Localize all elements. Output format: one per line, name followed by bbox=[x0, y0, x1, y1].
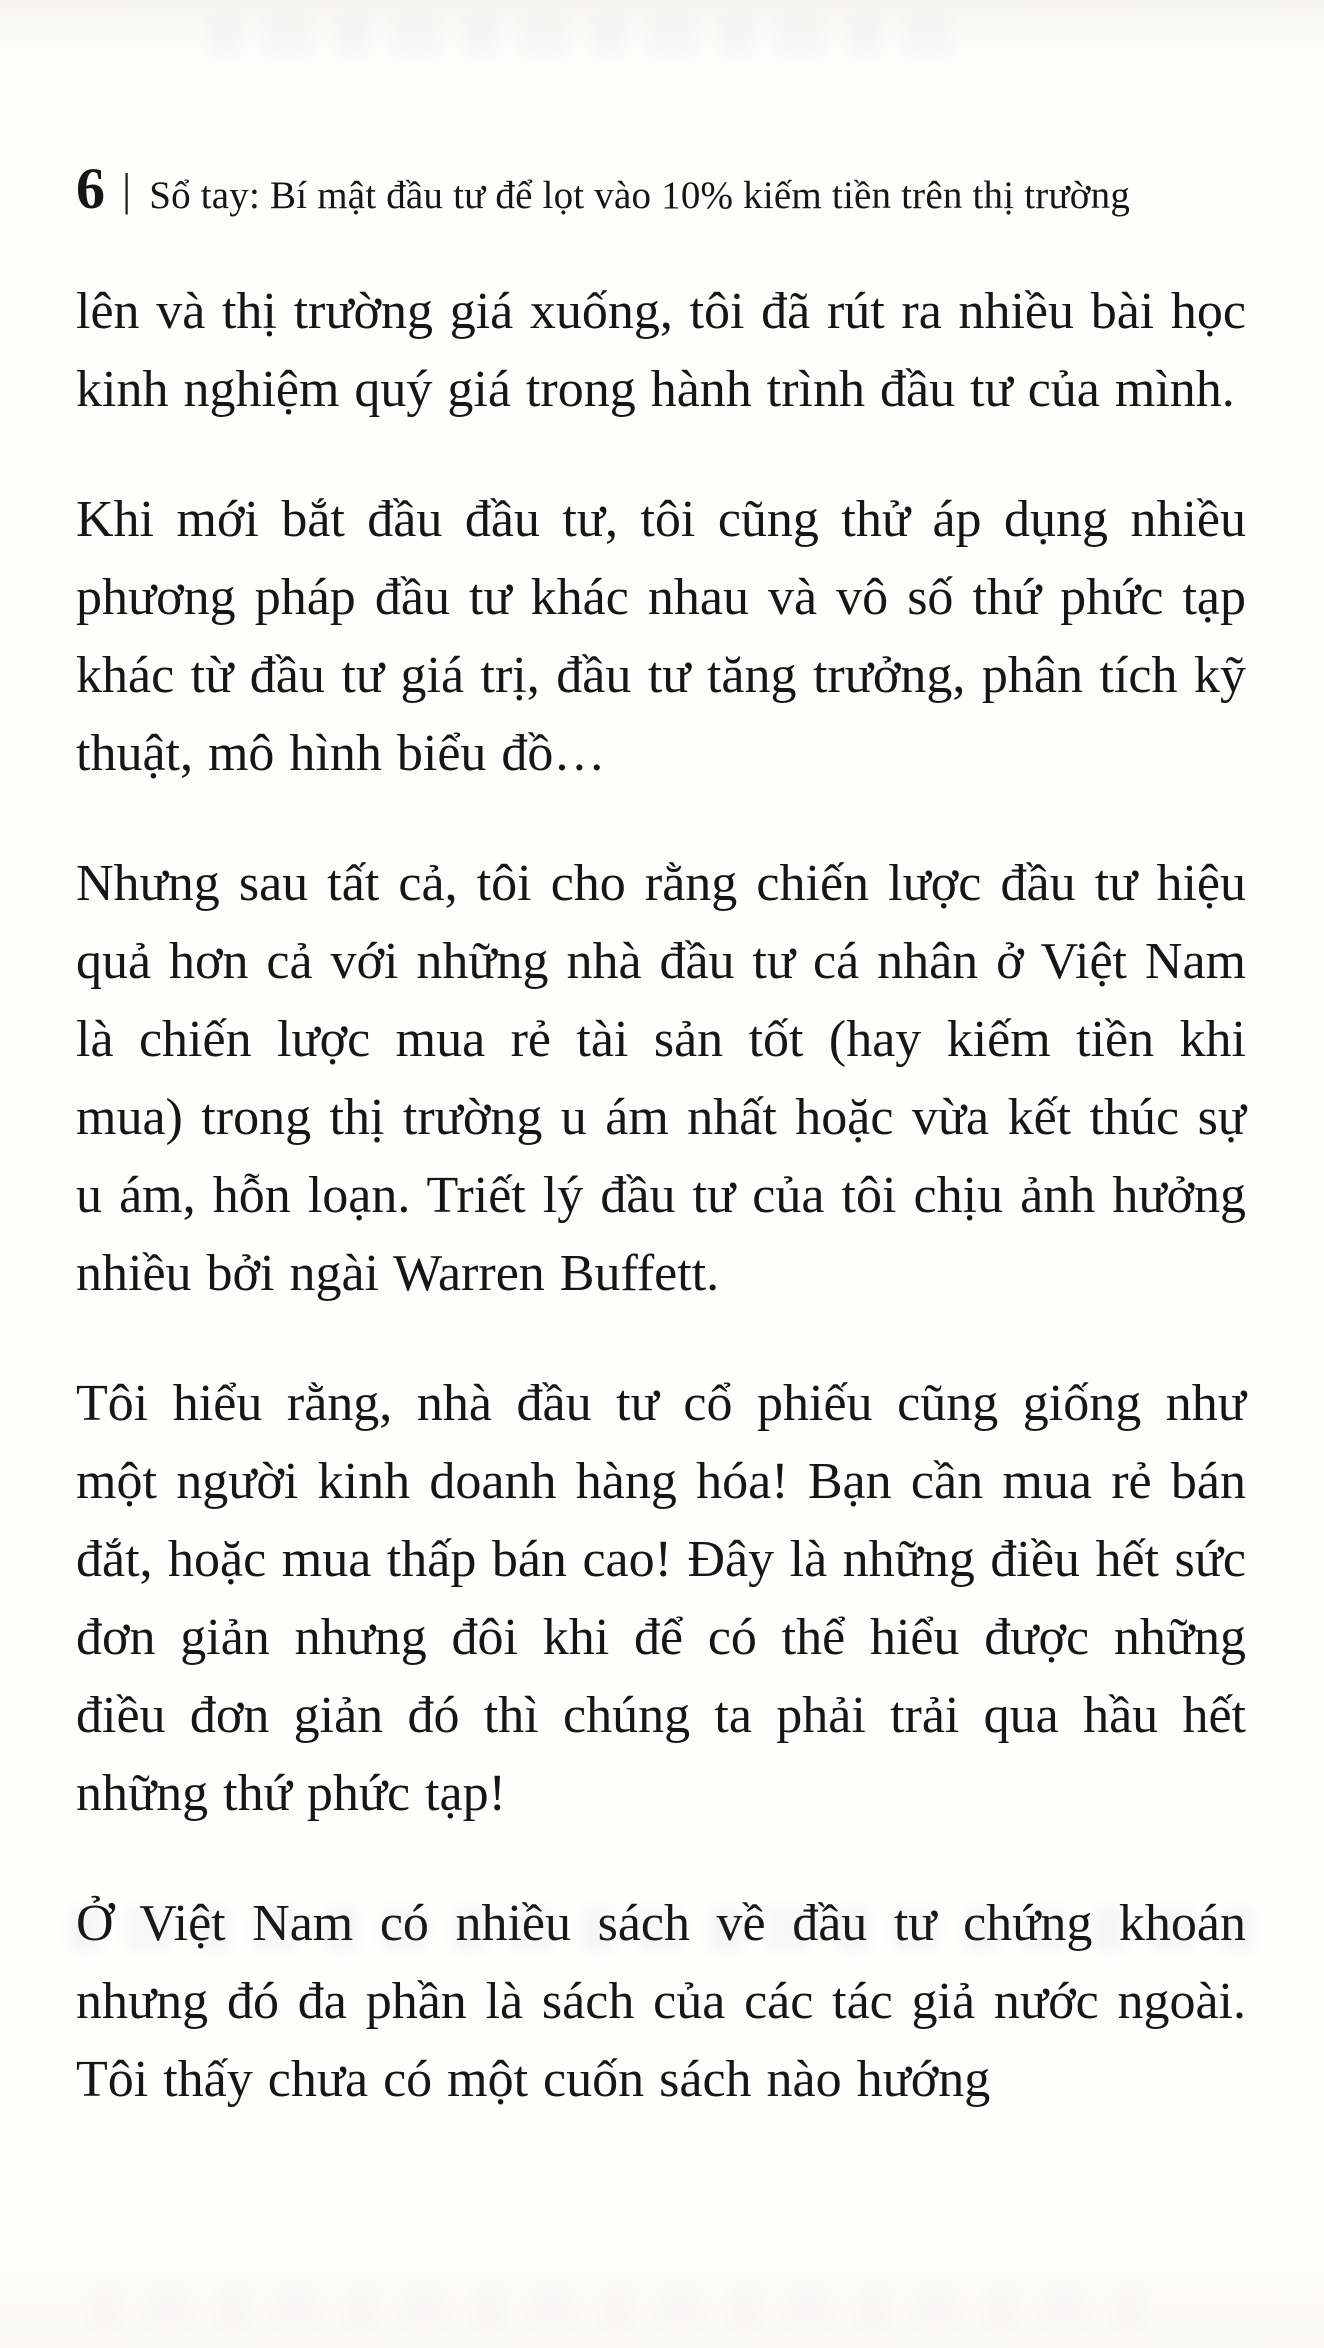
body-text bbox=[76, 273, 1246, 2119]
header-divider: | bbox=[122, 164, 132, 215]
running-header bbox=[76, 156, 1246, 221]
bleed-through-ghost-bottom bbox=[90, 2288, 1170, 2328]
paragraph-2: Khi mới bắt đầu đầu tư, tôi cũng thử áp dụng nhiều phương pháp đầu tư khác nhau và vô số thứ phức tạp khác từ đầu tư giá trị, đầu tư tăng trưởng, phân tích kỹ thuật, mô hình biểu đồ… bbox=[76, 491, 1246, 782]
paragraph-5: Ở Việt Nam có nhiều sách về đầu tư chứng khoán nhưng đó đa phần là sách của các tác giả nước ngoài. Tôi thấy chưa có một cuốn sách nào hướng bbox=[76, 1895, 1246, 2108]
paragraph-1: lên và thị trường giá xuống, tôi đã rút ra nhiều bài học kinh nghiệm quý giá trong hành trình đầu tư của mình. bbox=[76, 283, 1246, 418]
bleed-through-ghost-top bbox=[210, 16, 970, 60]
paragraph-3: Nhưng sau tất cả, tôi cho rằng chiến lược đầu tư hiệu quả hơn cả với những nhà đầu tư cá nhân ở Việt Nam là chiến lược mua rẻ tài sản tốt (hay kiếm tiền khi mua) trong thị trường u ám nhất hoặc vừa kết thúc sự u ám, hỗn loạn. Triết lý đầu tư của tôi chịu ảnh hưởng nhiều bởi ngài Warren Buffett. bbox=[76, 855, 1246, 1302]
running-title: Sổ tay: Bí mật đầu tư để lọt vào 10% kiếm tiền trên thị trường bbox=[149, 174, 1131, 217]
page-number: 6 bbox=[76, 156, 106, 221]
paragraph-4: Tôi hiểu rằng, nhà đầu tư cổ phiếu cũng giống như một người kinh doanh hàng hóa! Bạn cần mua rẻ bán đắt, hoặc mua thấp bán cao! Đây là những điều hết sức đơn giản nhưng đôi khi để có thể hiểu được những điều đơn giản đó thì chúng ta phải trải qua hầu hết những thứ phức tạp! bbox=[76, 1375, 1246, 1822]
